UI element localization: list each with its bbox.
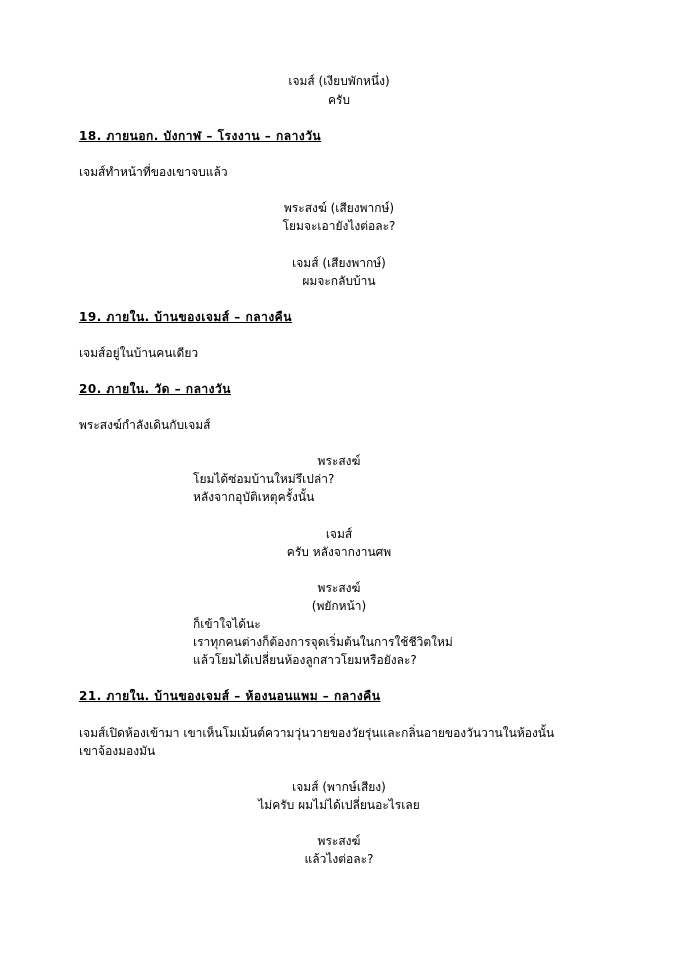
scene-heading-21: 21. ภายใน. บ้านของเจมส์ – ห้องนอนแพม – กลางคืน (79, 689, 381, 703)
dialogue-line: เราทุกคนต่างก็ต้องการจุดเริ่มต้นในการใช้ชีวิตใหม่ (193, 635, 453, 649)
dialogue-line: โยมได้ซ่อมบ้านใหม่รึเปล่า? (193, 472, 335, 486)
character-cue: พระสงฆ์ (เสียงพากษ์) (283, 201, 395, 215)
character-cue: พระสงฆ์ (317, 454, 361, 468)
scene-heading-18: 18. ภายนอก. บังกาฬ – โรงงาน – กลางวัน (79, 129, 322, 143)
scene-heading-20: 20. ภายใน. วัด – กลางวัน (79, 382, 231, 396)
parenthetical: (พยักหน้า) (311, 599, 367, 613)
character-cue: พระสงฆ์ (317, 834, 361, 848)
dialogue-line: หลังจากอุบัติเหตุครั้งนั้น (193, 490, 315, 504)
character-cue: เจมส์ (เงียบพักหนึ่ง) (288, 74, 390, 88)
scene-heading-19: 19. ภายใน. บ้านของเจมส์ – กลางคืน (79, 310, 292, 324)
action-line: เจมส์อยู่ในบ้านคนเดียว (79, 346, 199, 360)
character-cue: เจมส์ (325, 527, 353, 541)
dialogue-line: ก็เข้าใจได้นะ (193, 617, 261, 631)
character-cue: เจมส์ (เสียงพากษ์) (292, 256, 386, 270)
character-cue: พระสงฆ์ (317, 581, 361, 595)
dialogue-line: ผมจะกลับบ้าน (302, 274, 376, 288)
dialogue-line: แล้วไงต่อละ? (304, 852, 374, 866)
dialogue-line: ครับ (327, 93, 351, 107)
dialogue-line: โยมจะเอายังไงต่อละ? (282, 219, 396, 233)
dialogue-line: ไม่ครับ ผมไม่ได้เปลี่ยนอะไรเลย (258, 798, 420, 812)
action-line: เขาจ้องมองมัน (79, 744, 156, 758)
action-line: พระสงฆ์กำลังเดินกับเจมส์ (79, 418, 211, 432)
action-line: เจมส์เปิดห้องเข้ามา เขาเห็นโมเม้นต์ความวุ่นวายของวัยรุ่นและกลิ่นอายของวันวานในห้องนั้น (79, 726, 555, 740)
dialogue-line: ครับ หลังจากงานศพ (286, 545, 392, 559)
character-cue: เจมส์ (พากษ์เสียง) (292, 780, 386, 794)
action-line: เจมส์ทำหน้าที่ของเขาจบแล้ว (79, 165, 228, 179)
dialogue-line: แล้วโยมได้เปลี่ยนห้องลูกสาวโยมหรือยังละ? (193, 653, 417, 667)
